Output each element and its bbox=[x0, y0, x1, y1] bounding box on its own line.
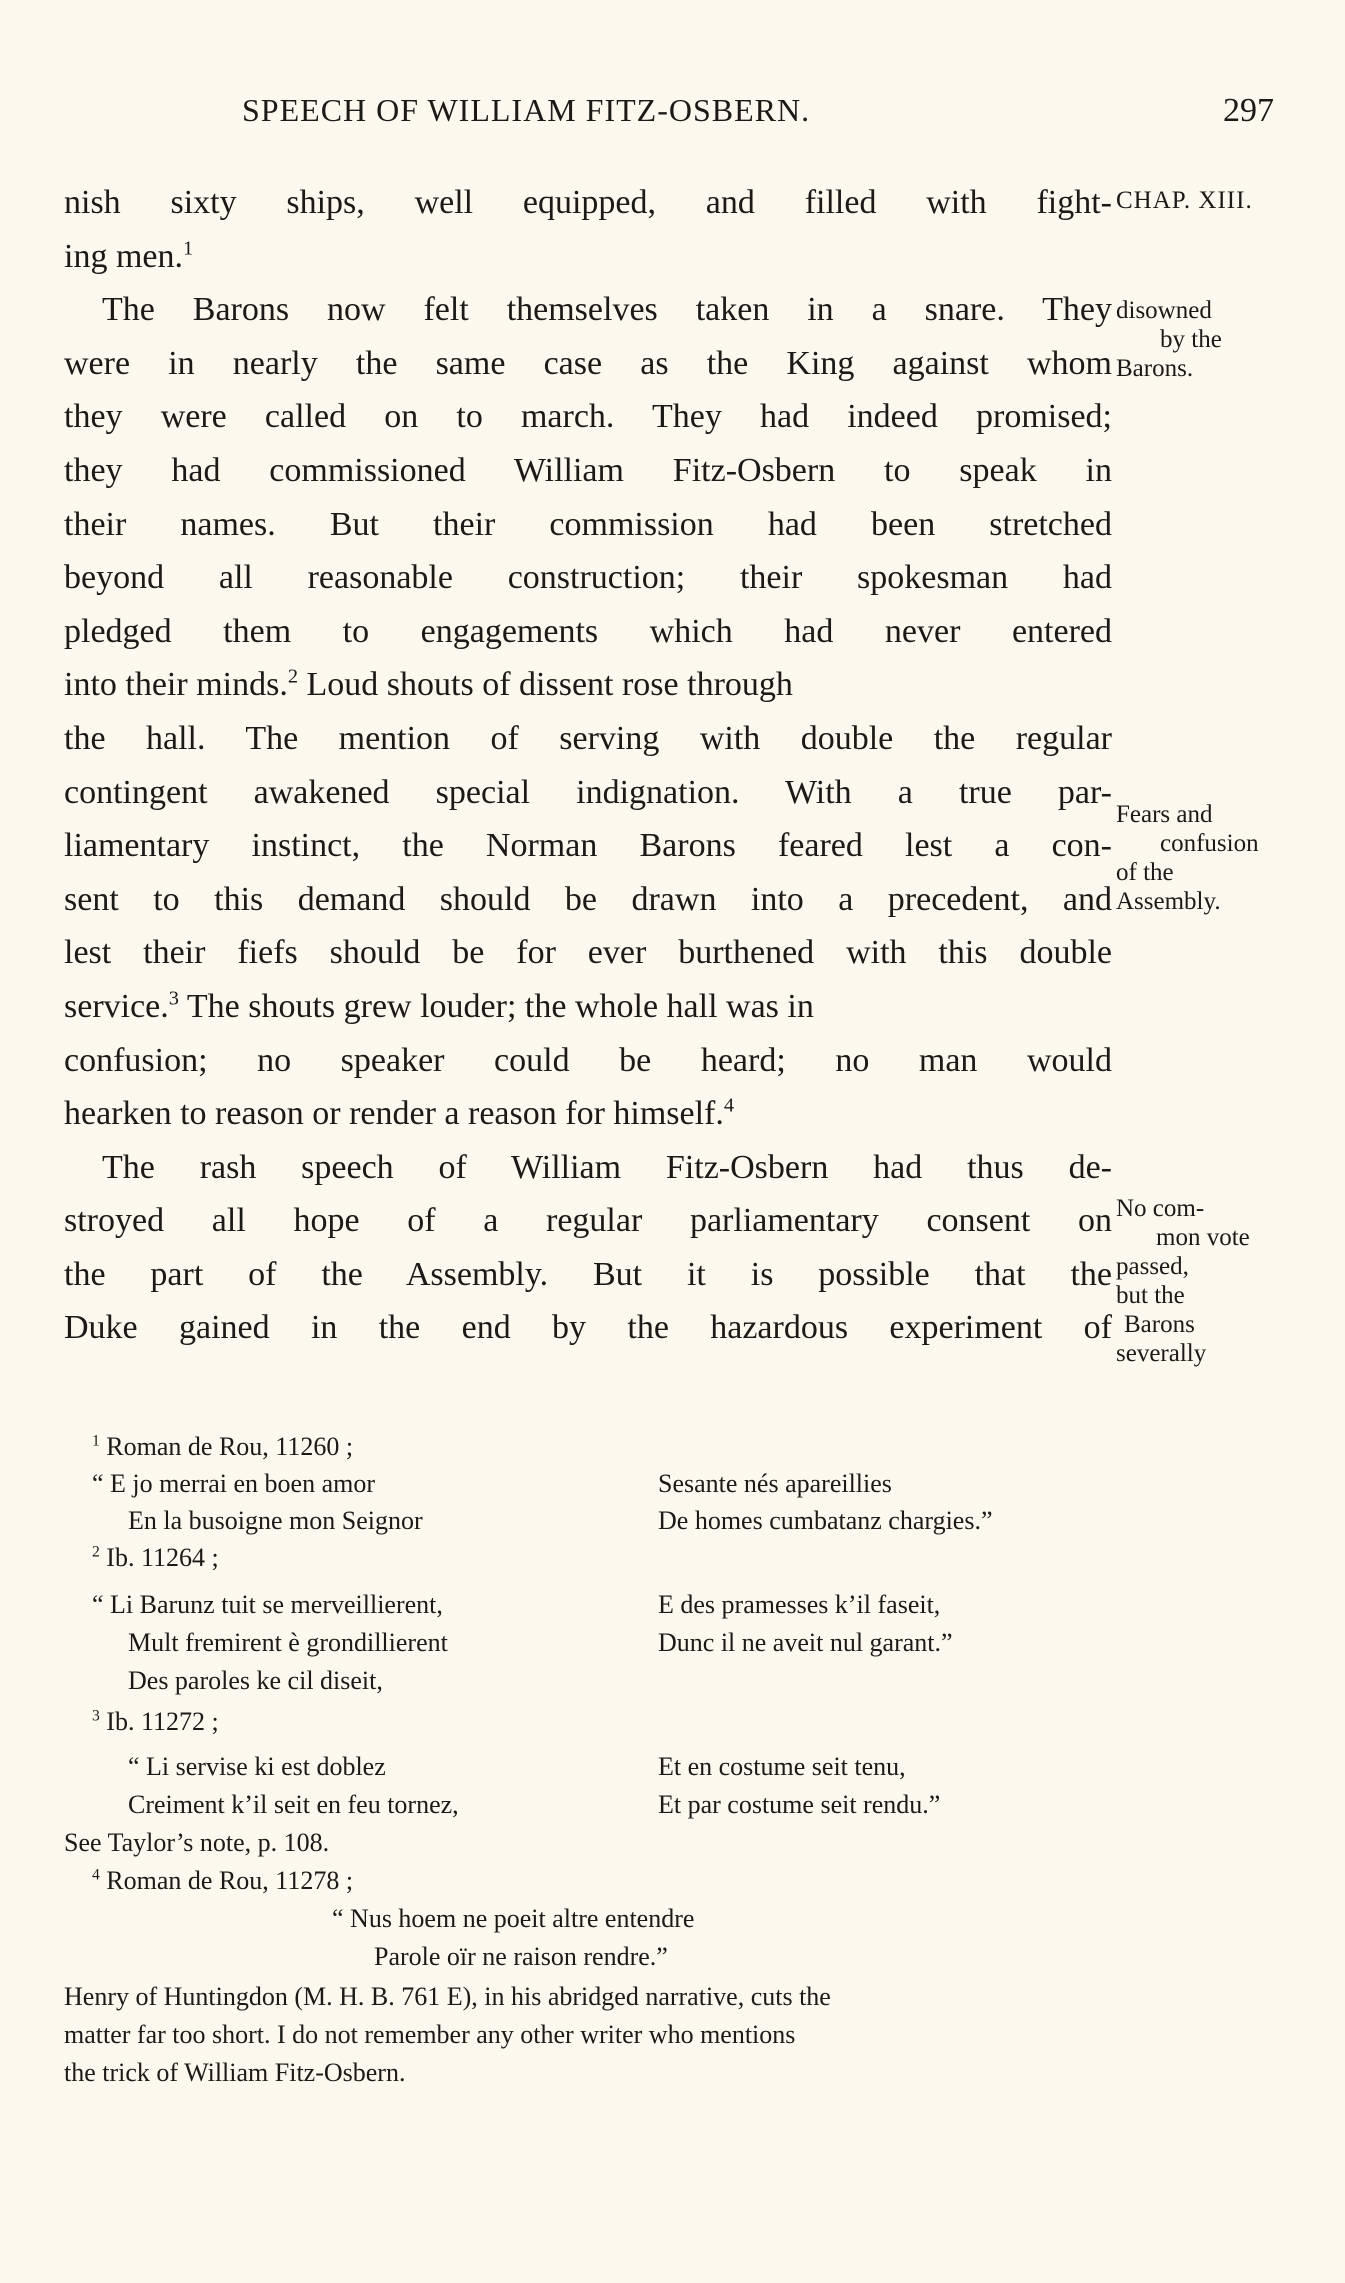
verse-line: Mult fremirent è grondillierent bbox=[128, 1628, 448, 1657]
body-line: nish sixty ships, well equipped, and filled with fight- bbox=[64, 184, 1112, 221]
verse-line: Et en costume seit tenu, bbox=[658, 1752, 906, 1781]
body-line: The rash speech of William Fitz-Osbern had thus de- bbox=[102, 1148, 1112, 1186]
body-line: were in nearly the same case as the King against whom bbox=[64, 344, 1112, 382]
verse-line: Sesante nés apareillies bbox=[658, 1469, 892, 1498]
margin-note-disowned: disowned by the Barons. bbox=[1116, 297, 1222, 382]
running-header bbox=[242, 92, 1274, 142]
main-text bbox=[64, 176, 1112, 1355]
body-line: they were called on to march. They had indeed promised; bbox=[64, 398, 1112, 436]
body-line: the part of the Assembly. But it is possible that the bbox=[64, 1255, 1112, 1293]
footnote-ref: 2 bbox=[287, 666, 299, 689]
verse-line: Parole oïr ne raison rendre.” bbox=[374, 1942, 668, 1971]
body-line: sent to this demand should be drawn into a precedent, and bbox=[64, 880, 1112, 918]
body-line: service.$^3$ The shouts grew louder; the whole hall was in bbox=[64, 987, 814, 1025]
header-title: SPEECH OF WILLIAM FITZ-OSBERN. bbox=[242, 92, 811, 128]
body-line: their names. But their commission had been stretched bbox=[64, 505, 1112, 543]
margin-note-fears: Fears and confusion of the Assembly. bbox=[1116, 801, 1259, 915]
footnote-3-note: See Taylor’s note, p. 108. bbox=[64, 1828, 330, 1857]
footnote-4-note-line: the trick of William Fitz-Osbern. bbox=[64, 2058, 406, 2087]
verse-line: “ E jo merrai en boen amor bbox=[92, 1469, 375, 1498]
verse-line: Des paroles ke cil diseit, bbox=[128, 1666, 383, 1695]
verse-line: De homes cumbatanz chargies.” bbox=[658, 1506, 993, 1535]
footnote-3: $^3$ Ib. 11272 ; bbox=[92, 1707, 219, 1736]
footnote-4: $^4$ Roman de Rou, 11278 ; bbox=[92, 1866, 354, 1895]
verse-line: “ Nus hoem ne poeit altre entendre bbox=[332, 1904, 695, 1933]
body-line: stroyed all hope of a regular parliamentary consent on bbox=[64, 1202, 1112, 1240]
body-line: into their minds.$^2$ Loud shouts of dissent rose through bbox=[64, 666, 793, 704]
verse-line: “ Li Barunz tuit se merveillierent, bbox=[92, 1590, 443, 1619]
body-line: they had commissioned William Fitz-Osbern to speak in bbox=[64, 451, 1112, 489]
footnote-2: $^2$ Ib. 11264 ; bbox=[92, 1543, 219, 1572]
body-line: ing men.$^1$ bbox=[64, 237, 194, 275]
verse-line: E des pramesses k’il faseit, bbox=[658, 1590, 941, 1619]
footnote-1: $^1$ Roman de Rou, 11260 ; bbox=[92, 1432, 354, 1461]
footnote-ref: 1 bbox=[182, 237, 194, 260]
verse-line: Et par costume seit rendu.” bbox=[658, 1790, 941, 1819]
body-line: lest their fiefs should be for ever burthened with this double bbox=[64, 934, 1112, 972]
body-line: hearken to reason or render a reason for himself.$^4$ bbox=[64, 1094, 735, 1133]
body-line: pledged them to engagements which had never entered bbox=[64, 612, 1112, 650]
verse-line: En la busoigne mon Seignor bbox=[128, 1506, 423, 1535]
verse-line: “ Li servise ki est doblez bbox=[128, 1752, 386, 1781]
verse-line: Dunc il ne aveit nul garant.” bbox=[658, 1628, 953, 1657]
footnote-ref: 3 bbox=[168, 987, 179, 1010]
body-line: confusion; no speaker could be heard; no man would bbox=[64, 1041, 1112, 1079]
page-number: 297 bbox=[1223, 92, 1274, 129]
footnote-ref: 4 bbox=[723, 1094, 735, 1117]
body-line: The Barons now felt themselves taken in a snare. They bbox=[102, 291, 1112, 329]
verse-line: Creiment k’il seit en feu tornez, bbox=[128, 1790, 459, 1819]
body-line: the hall. The mention of serving with double the regular bbox=[64, 719, 1112, 757]
body-line: contingent awakened special indignation. With a true par- bbox=[64, 773, 1112, 811]
body-line: beyond all reasonable construction; their spokesman had bbox=[64, 559, 1112, 597]
body-line: liamentary instinct, the Norman Barons feared lest a con- bbox=[64, 827, 1112, 865]
body-line: Duke gained in the end by the hazardous experiment of bbox=[64, 1309, 1112, 1347]
margin-note-no-common-vote: No com- mon vote passed, but the Barons severally bbox=[1116, 1195, 1250, 1367]
footnote-4-note-line: matter far too short. I do not remember any other writer who mentions bbox=[64, 2020, 796, 2049]
margin-note-chapter: CHAP. XIII. bbox=[1116, 187, 1253, 214]
footnote-4-note-line: Henry of Huntingdon (M. H. B. 761 E), in his abridged narrative, cuts the bbox=[64, 1982, 831, 2011]
